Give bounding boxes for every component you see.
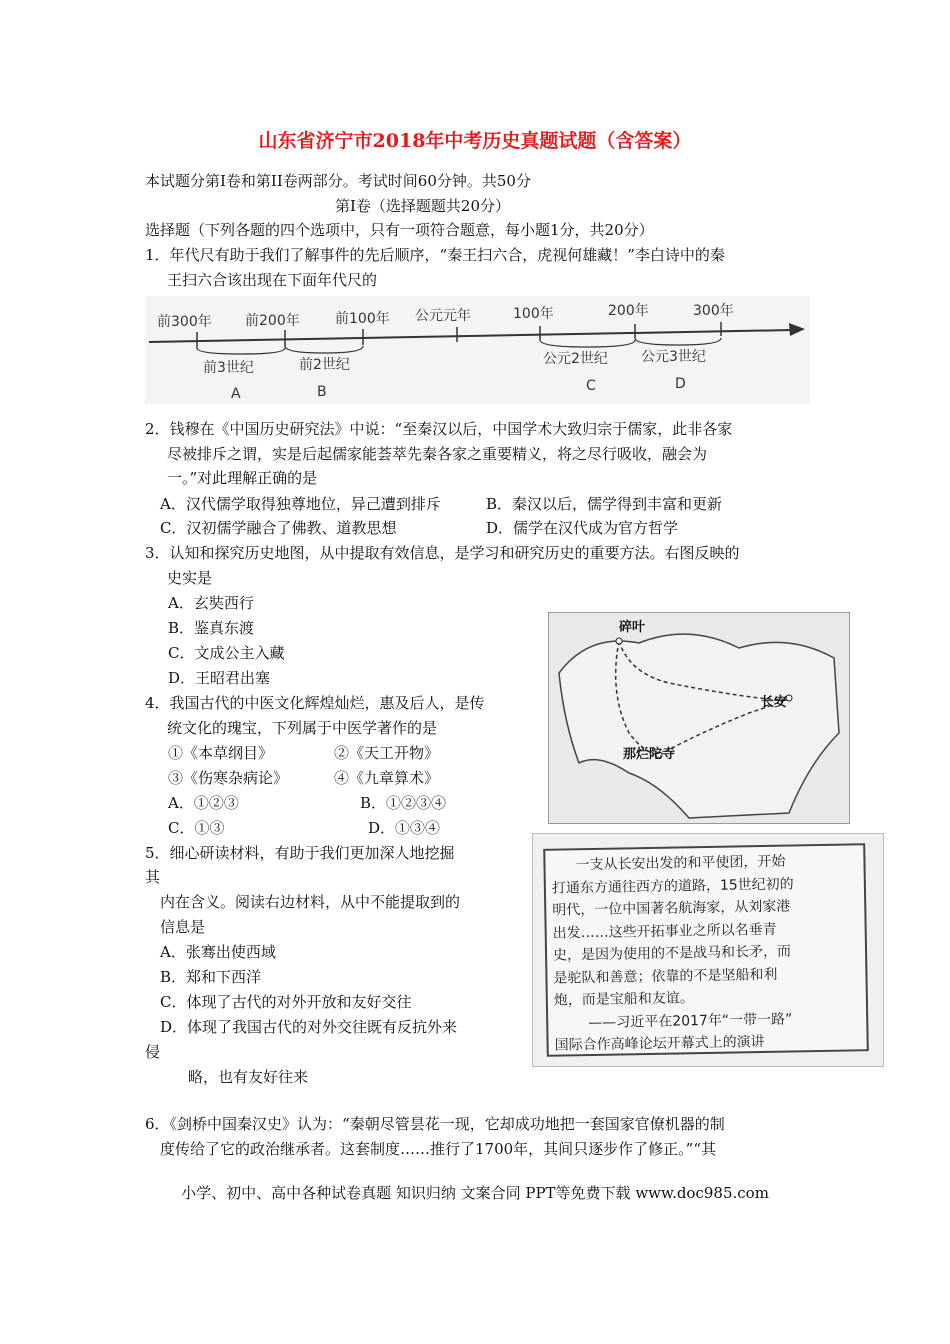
q1-stem-line1: 1．年代尺有助于我们了解事件的先后顺序，“秦王扫六合，虎视何雄藏！”李白诗中的秦	[145, 246, 725, 264]
material-line: 明代，一位中国著名航海家，从刘家港	[552, 898, 791, 919]
history-map	[548, 612, 850, 824]
q3-option-c[interactable]: C．文成公主入藏	[168, 644, 285, 662]
q3-option-a[interactable]: A．玄奘西行	[168, 594, 254, 612]
map-label: 碎叶	[619, 620, 646, 635]
map-label: 长安	[761, 695, 788, 710]
q4-item-2: ②《天工开物》	[334, 744, 440, 762]
q3-stem-line2: 史实是	[167, 569, 213, 587]
intro-text: 本试题分第Ⅰ卷和第II卷两部分。考试时间60分钟。共50分	[145, 172, 531, 190]
q6-stem-line1: 6．《剑桥中国秦汉史》认为：“秦朝尽管昙花一现，它却成功地把一套国家官僚机器的制	[145, 1115, 725, 1133]
q4-stem-line2: 统文化的瑰宝，下列属于中医学著作的是	[167, 719, 438, 737]
q5-stem-line1b: 其	[145, 868, 161, 886]
instructions: 选择题（下列各题的四个选项中，只有一项符合题意，每小题1分，共20分）	[145, 221, 654, 239]
material-line: 炮，而是宝船和友谊。	[553, 990, 694, 1009]
tick-label: 前100年	[335, 311, 390, 327]
q4-item-3: ③《伤寒杂病论》	[168, 769, 289, 787]
q2-option-b[interactable]: B．秦汉以后，儒学得到丰富和更新	[486, 495, 723, 513]
q6-stem-line2: 度传给了它的政治继承者。这套制度……推行了1700年，其间只逐步作了修正。”“其	[160, 1140, 717, 1158]
timeline-svg	[145, 296, 810, 404]
material-attribution: 国际合作高峰论坛开幕式上的演讲	[554, 1033, 765, 1054]
q2-stem-line2: 尽被排斥之谓，实是后起儒家能荟萃先秦各家之重要精义，将之尽行吸收，融会为	[167, 445, 708, 463]
q3-option-d[interactable]: D．王昭君出塞	[168, 669, 271, 687]
city-marker-icon	[616, 638, 622, 644]
q3-stem-line1: 3．认知和探究历史地图，从中提取有效信息，是学习和研究历史的重要方法。右图反映的	[145, 544, 740, 562]
q5-option-c[interactable]: C．体现了古代的对外开放和友好交往	[160, 993, 412, 1011]
q1-stem-line2: 王扫六合该出现在下面年代尺的	[167, 271, 378, 289]
part1-header: 第Ⅰ卷（选择题题共20分）	[335, 197, 511, 215]
tick-label: 200年	[608, 303, 649, 319]
land-outline	[559, 634, 839, 818]
material-card	[543, 843, 869, 1057]
tick-label: 300年	[693, 303, 734, 319]
q5-option-d-cont1: 侵	[145, 1043, 161, 1061]
q2-option-a[interactable]: A．汉代儒学取得独尊地位，异己遭到排斥	[160, 495, 441, 513]
timeline-figure	[145, 296, 810, 404]
material-line: 打通东方通往西方的道路，15世纪初的	[551, 875, 794, 897]
option-letter: A	[231, 386, 241, 402]
option-letter: C	[586, 378, 596, 394]
option-letter: D	[675, 376, 686, 392]
q2-option-c[interactable]: C．汉初儒学融合了佛教、道教思想	[160, 519, 397, 537]
q4-option-a[interactable]: A．①②③	[168, 794, 239, 812]
material-line: 是驼队和善意；依靠的不是坚船和利	[553, 966, 778, 987]
tick-label: 前300年	[157, 314, 212, 330]
span-label: 公元3世纪	[641, 349, 706, 365]
q5-option-d-cont2: 略，也有友好往来	[188, 1068, 309, 1086]
q5-stem-line3: 信息是	[160, 918, 206, 936]
q5-option-d[interactable]: D．体现了我国古代的对外交往既有反抗外来	[160, 1018, 458, 1036]
arrow-head-icon	[789, 323, 805, 336]
tick-label: 前200年	[245, 313, 300, 329]
q5-option-a[interactable]: A．张骞出使西域	[160, 943, 276, 961]
q5-stem-line1: 5．细心研读材料，有助于我们更加深人地挖掘	[145, 844, 455, 862]
option-letter: B	[317, 384, 327, 400]
span-label: 前3世纪	[203, 360, 254, 376]
q4-stem-line1: 4．我国古代的中医文化辉煌灿烂，惠及后人，是传	[145, 694, 485, 712]
q5-stem-line2: 内在含义。阅读右边材料，从中不能提取到的	[160, 893, 461, 911]
material-line: 出发……这些开拓事业之所以名垂青	[552, 921, 777, 942]
map-label: 那烂陀寺	[623, 747, 676, 762]
tick-label: 公元元年	[415, 308, 471, 324]
map-svg	[549, 613, 849, 823]
timeline-axis	[149, 330, 793, 342]
q4-option-d[interactable]: D．①③④	[368, 819, 441, 837]
q3-option-b[interactable]: B．鉴真东渡	[168, 619, 255, 637]
tick-label: 100年	[513, 306, 554, 322]
span-label: 公元2世纪	[543, 351, 608, 367]
material-attribution: ——习近平在2017年“一带一路”	[588, 1011, 793, 1031]
q4-option-b[interactable]: B．①②③④	[360, 794, 447, 812]
q4-item-4: ④《九章算术》	[334, 769, 440, 787]
footer-text[interactable]: 小学、初中、高中各种试卷真题 知识归纳 文案合同 PPT等免费下载 www.doc985.com	[181, 1184, 769, 1202]
page-title: 山东省济宁市2018年中考历史真题试题（含答案）	[258, 130, 692, 152]
q4-item-1: ①《本草纲目》	[168, 744, 274, 762]
q5-option-b[interactable]: B．郑和下西洋	[160, 968, 262, 986]
q4-option-c[interactable]: C．①③	[168, 819, 225, 837]
q2-stem-line3: 一。”对此理解正确的是	[167, 469, 318, 487]
q2-stem-line1: 2．钱穆在《中国历史研究法》中说：“至秦汉以后，中国学术大致归宗于儒家，此非各家	[145, 420, 733, 438]
material-box	[532, 833, 884, 1067]
material-line: 史，是因为使用的不是战马和长矛，而	[552, 943, 792, 964]
q2-option-d[interactable]: D．儒学在汉代成为官方哲学	[486, 519, 679, 537]
span-label: 前2世纪	[299, 357, 350, 373]
material-line: 一支从长安出发的和平使团，开始	[575, 853, 786, 874]
